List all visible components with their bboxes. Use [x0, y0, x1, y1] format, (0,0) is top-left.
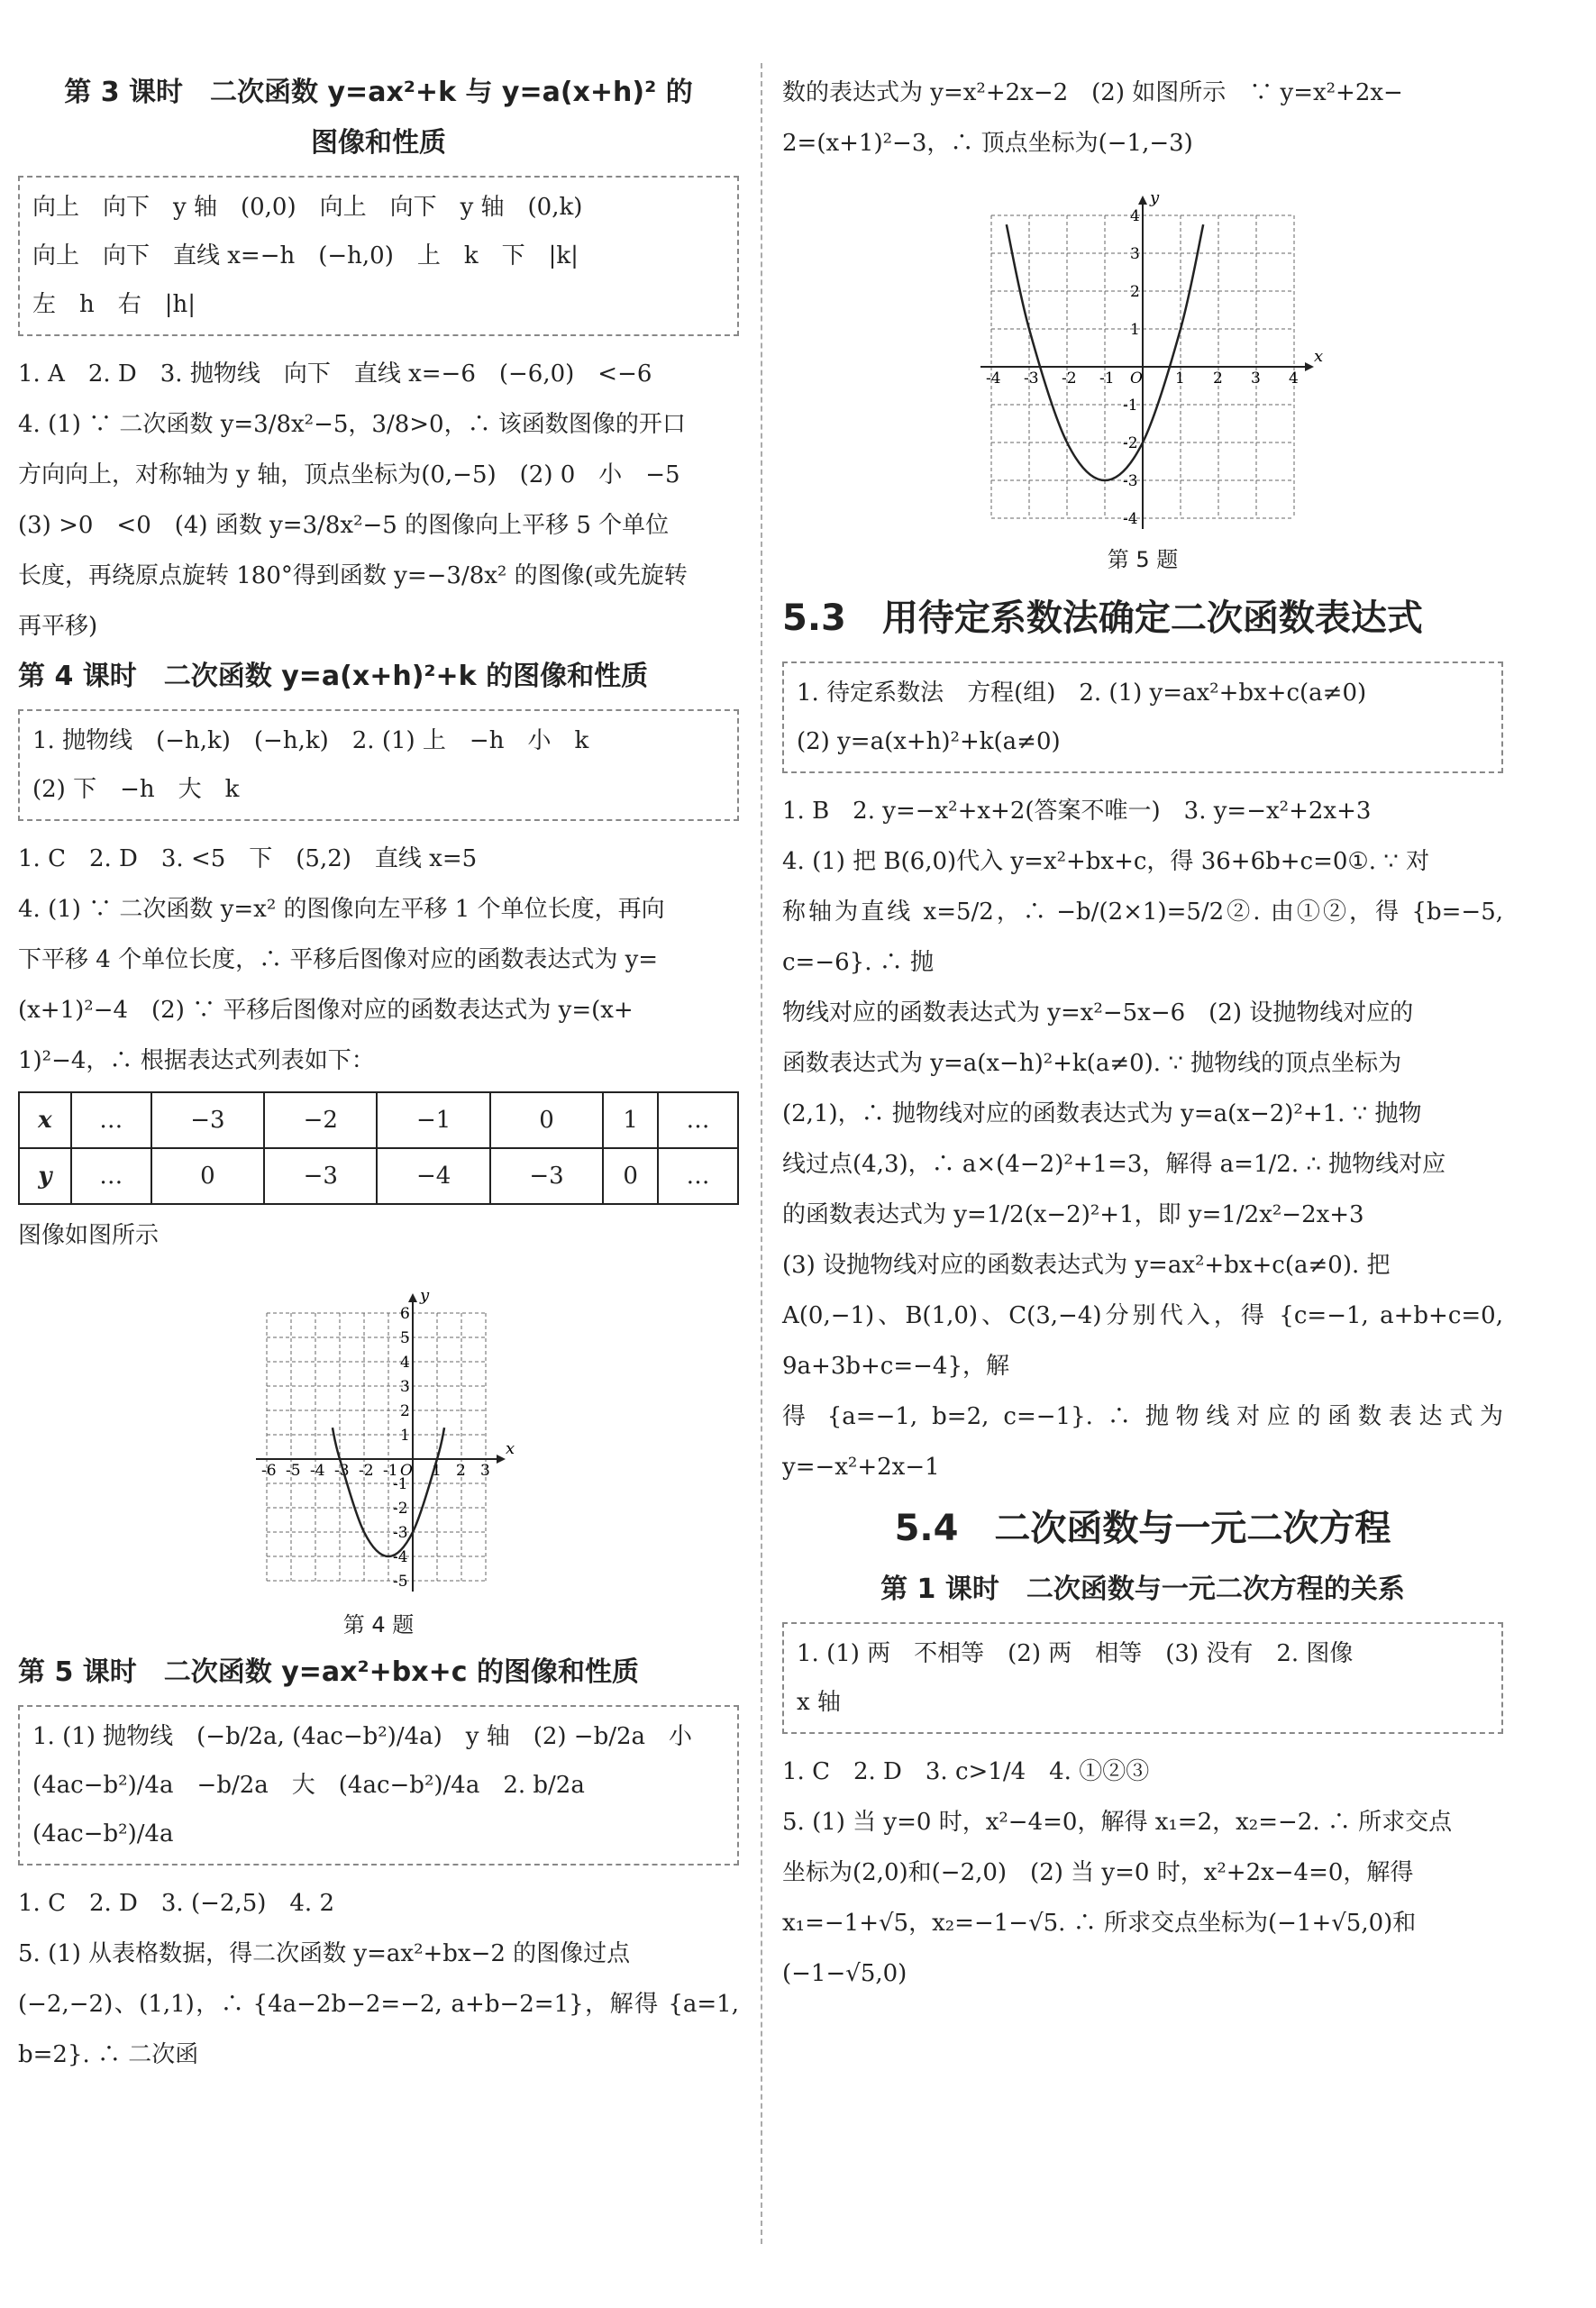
y-tick-label: -4	[393, 1548, 408, 1566]
y-tick-label: -1	[1123, 397, 1138, 415]
answer-line: 5. (1) 从表格数据，得二次函数 y=ax²+bx−2 的图像过点	[18, 1940, 631, 1967]
y-tick-label: 2	[1130, 283, 1140, 301]
box-line: (2) y=a(x+h)²+k(a≠0)	[797, 728, 1061, 755]
answer-line: 5. (1) 当 y=0 时，x²−4=0，解得 x₁=2，x₂=−2. ∴ 所求交点	[782, 1809, 1453, 1836]
answer-line: 1. A 2. D 3. 抛物线 向下 直线 x=−6 (−6,0) <−6	[18, 360, 652, 388]
lesson4-title: 第 4 课时 二次函数 y=a(x+h)²+k 的图像和性质	[18, 661, 649, 692]
x-tick-label: -3	[1024, 369, 1039, 388]
table-cell: −2	[264, 1092, 377, 1148]
x-tick-label: -2	[1062, 369, 1077, 388]
x-tick-label: -4	[986, 369, 1001, 388]
lesson4-answer-box	[18, 709, 739, 821]
answer-line: 长度，再绕原点旋转 180°得到函数 y=−3/8x² 的图像(或先旋转	[18, 562, 688, 589]
answer-line: 1. C 2. D 3. (−2,5) 4. 2	[18, 1890, 334, 1917]
box-line: (4ac−b²)/4a −b/2a 大 (4ac−b²)/4a 2. b/2a (4ac−b²)/4a	[32, 1772, 608, 1847]
y-tick-label: -3	[1123, 472, 1138, 490]
y-tick-label: -2	[393, 1500, 408, 1518]
table-cell: 0	[603, 1148, 658, 1204]
y-tick-label: 6	[400, 1305, 410, 1323]
x-tick-label: 3	[1251, 369, 1261, 388]
y-tick-label: -5	[393, 1573, 408, 1591]
x-tick-label: -1	[383, 1462, 398, 1480]
table-cell: …	[658, 1148, 738, 1204]
figure-4	[18, 1270, 739, 1638]
section-5-4-lesson1-title: 第 1 课时 二次函数与一元二次方程的关系	[880, 1574, 1405, 1605]
table-cell: …	[658, 1092, 738, 1148]
x-axis-arrow	[497, 1455, 506, 1464]
x-tick-label: -6	[261, 1462, 277, 1480]
table-cell: …	[71, 1148, 151, 1204]
lesson3-answer-box	[18, 176, 739, 336]
right-column	[782, 68, 1503, 1999]
lesson3-title-line2: 图像和性质	[311, 127, 446, 159]
answer-line: 1)²−4，∴ 根据表达式列表如下：	[18, 1047, 375, 1074]
answer-line: 的函数表达式为 y=1/2(x−2)²+1，即 y=1/2x²−2x+3	[782, 1201, 1364, 1228]
table-cell: −3	[264, 1148, 377, 1204]
table-cell: 0	[490, 1092, 603, 1148]
left-column	[18, 68, 739, 2080]
x-tick-label: -5	[286, 1462, 301, 1480]
section-5-3-title: 5.3 用待定系数法确定二次函数表达式	[782, 598, 1423, 639]
answer-line: 函数表达式为 y=a(x−h)²+k(a≠0). ∵ 抛物线的顶点坐标为	[782, 1050, 1402, 1077]
box-line: 向上 向下 y 轴 (0,0) 向上 向下 y 轴 (0,k)	[32, 194, 583, 221]
table-cell: 1	[603, 1092, 658, 1148]
table-cell: −3	[490, 1148, 603, 1204]
table-cell: −4	[377, 1148, 489, 1204]
y-tick-label: 5	[400, 1329, 410, 1347]
answer-line: 1. B 2. y=−x²+x+2(答案不唯一) 3. y=−x²+2x+3	[782, 798, 1372, 825]
box-line: (2) 下 −h 大 k	[32, 776, 240, 803]
x-axis-label: x	[506, 1439, 515, 1458]
column-divider	[761, 63, 762, 2244]
y-tick-label: 4	[400, 1354, 410, 1372]
lesson5-answer-box	[18, 1705, 739, 1866]
answer-line: 得 {a=−1, b=2, c=−1}. ∴ 抛物线对应的函数表达式为 y=−x²+2x−1	[782, 1403, 1503, 1481]
y-tick-label: 1	[1130, 321, 1140, 339]
answer-line: 方向向上，对称轴为 y 轴，顶点坐标为(0,−5) (2) 0 小 −5	[18, 461, 680, 488]
answer-line: 1. C 2. D 3. c>1/4 4. ①②③	[782, 1758, 1150, 1785]
y-tick-label: -4	[1123, 510, 1138, 528]
x-tick-label: -4	[310, 1462, 325, 1480]
answer-line: 下平移 4 个单位长度，∴ 平移后图像对应的函数表达式为 y=	[18, 946, 659, 973]
figure-intro: 图像如图所示	[18, 1222, 160, 1249]
x-tick-label: -3	[334, 1462, 350, 1480]
answer-line: 4. (1) ∵ 二次函数 y=3/8x²−5，3/8>0，∴ 该函数图像的开口	[18, 411, 686, 438]
y-tick-label: -3	[393, 1524, 408, 1542]
x-tick-label: -2	[359, 1462, 374, 1480]
answer-line: 称轴为直线 x=5/2，∴ −b/(2×1)=5/2②. 由①②，得 {b=−5, c=−6}. ∴ 抛	[782, 899, 1503, 976]
y-tick-label: 1	[400, 1427, 410, 1445]
parabola-graph-5	[986, 178, 1324, 538]
lesson3-title-line1: 第 3 课时 二次函数 y=ax²+k 与 y=a(x+h)² 的	[64, 77, 693, 108]
box-line: x 轴	[797, 1689, 841, 1716]
table-cell: y	[19, 1148, 71, 1204]
answer-line: 数的表达式为 y=x²+2x−2 (2) 如图所示 ∵ y=x²+2x−	[782, 79, 1403, 106]
table-cell: −1	[377, 1092, 489, 1148]
y-axis-arrow	[1138, 196, 1147, 205]
table-cell: x	[19, 1092, 71, 1148]
answer-line: 坐标为(2,0)和(−2,0) (2) 当 y=0 时，x²+2x−4=0，解得	[782, 1859, 1414, 1886]
answer-line: 再平移)	[18, 613, 98, 640]
x-tick-label: O	[1130, 369, 1143, 388]
answer-line: 1. C 2. D 3. <5 下 (5,2) 直线 x=5	[18, 845, 478, 872]
section-5-4-title: 5.4 二次函数与一元二次方程	[894, 1508, 1391, 1549]
table-cell: …	[71, 1092, 151, 1148]
lesson5-title: 第 5 课时 二次函数 y=ax²+bx+c 的图像和性质	[18, 1656, 639, 1688]
box-line: 1. (1) 抛物线 (−b/2a, (4ac−b²)/4a) y 轴 (2) −b/2a 小	[32, 1723, 693, 1750]
y-axis-label: y	[420, 1286, 430, 1305]
value-table	[18, 1091, 739, 1205]
box-line: 1. (1) 两 不相等 (2) 两 相等 (3) 没有 2. 图像	[797, 1640, 1354, 1667]
answer-line: 物线对应的函数表达式为 y=x²−5x−6 (2) 设抛物线对应的	[782, 999, 1414, 1026]
answer-line: 4. (1) 把 B(6,0)代入 y=x²+bx+c，得 36+6b+c=0①. ∵ 对	[782, 848, 1430, 875]
x-tick-label: 1	[432, 1462, 442, 1480]
section-5-4-answer-box	[782, 1622, 1503, 1734]
answer-line: 线过点(4,3)，∴ a×(4−2)²+1=3，解得 a=1/2. ∴ 抛物线对应	[782, 1151, 1446, 1178]
x-tick-label: 3	[480, 1462, 490, 1480]
box-line: 1. 待定系数法 方程(组) 2. (1) y=ax²+bx+c(a≠0)	[797, 680, 1367, 707]
x-axis-arrow	[1305, 362, 1314, 371]
x-tick-label: 2	[1213, 369, 1223, 388]
x-tick-label: O	[400, 1462, 413, 1480]
table-row	[19, 1148, 738, 1204]
y-axis-label: y	[1150, 188, 1160, 207]
table-row	[19, 1092, 738, 1148]
section-5-3-answer-box	[782, 661, 1503, 773]
x-axis-label: x	[1314, 347, 1324, 366]
table-cell: −3	[151, 1092, 264, 1148]
figure-4-caption: 第 4 题	[342, 1612, 415, 1637]
x-tick-label: -1	[1099, 369, 1115, 388]
box-line: 左 h 右 |h|	[32, 291, 196, 318]
y-tick-label: 3	[400, 1378, 410, 1396]
answer-line: A(0,−1)、B(1,0)、C(3,−4)分别代入，得 {c=−1, a+b+c=0, 9a+3b+c=−4}，解	[782, 1302, 1503, 1380]
answer-line: 2=(x+1)²−3，∴ 顶点坐标为(−1,−3)	[782, 130, 1193, 157]
box-line: 1. 抛物线 (−h,k) (−h,k) 2. (1) 上 −h 小 k	[32, 727, 589, 754]
parabola-graph-4	[243, 1270, 514, 1603]
answer-line: (x+1)²−4 (2) ∵ 平移后图像对应的函数表达式为 y=(x+	[18, 997, 634, 1024]
answer-line: (−1−√5,0)	[782, 1960, 907, 1987]
x-tick-label: 4	[1289, 369, 1299, 388]
x-tick-label: 2	[456, 1462, 466, 1480]
y-tick-label: 3	[1130, 245, 1140, 263]
y-tick-label: 2	[400, 1402, 410, 1420]
answer-line: 4. (1) ∵ 二次函数 y=x² 的图像向左平移 1 个单位长度，再向	[18, 896, 665, 923]
answer-line: (3) >0 <0 (4) 函数 y=3/8x²−5 的图像向上平移 5 个单位	[18, 512, 670, 539]
table-cell: 0	[151, 1148, 264, 1204]
y-tick-label: 4	[1130, 207, 1140, 225]
figure-5	[782, 178, 1503, 573]
figure-5-caption: 第 5 题	[1107, 547, 1179, 572]
y-tick-label: -2	[1123, 434, 1138, 452]
answer-line: (2,1)，∴ 抛物线对应的函数表达式为 y=a(x−2)²+1. ∵ 抛物	[782, 1100, 1422, 1127]
y-axis-arrow	[408, 1293, 417, 1302]
answer-line: (−2,−2)、(1,1)，∴ {4a−2b−2=−2, a+b−2=1}，解得 {a=1, b=2}. ∴ 二次函	[18, 1991, 739, 2068]
y-tick-label: -1	[393, 1475, 408, 1493]
answer-line: (3) 设抛物线对应的函数表达式为 y=ax²+bx+c(a≠0). 把	[782, 1252, 1391, 1279]
x-tick-label: 1	[1175, 369, 1185, 388]
box-line: 向上 向下 直线 x=−h (−h,0) 上 k 下 |k|	[32, 242, 579, 269]
answer-line: x₁=−1+√5，x₂=−1−√5. ∴ 所求交点坐标为(−1+√5,0)和	[782, 1910, 1417, 1937]
